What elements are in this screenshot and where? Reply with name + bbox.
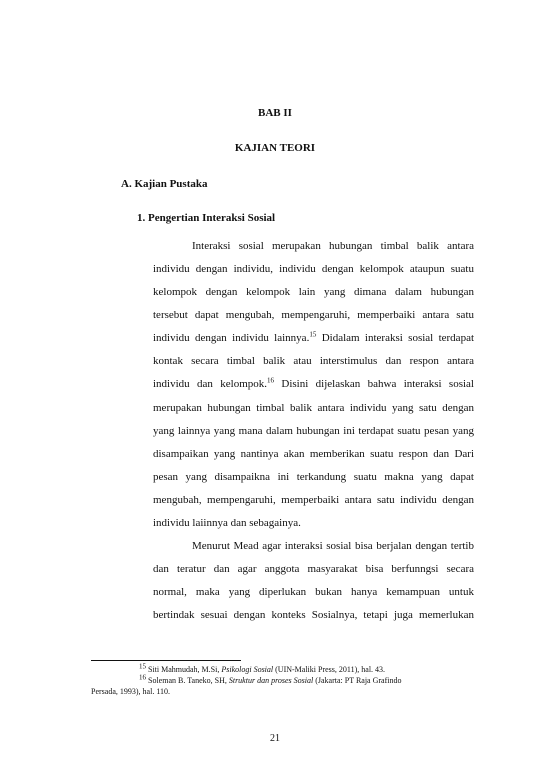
footnote-15: $^{15}$ Siti Mahmudah, M.Si, Psikologi Sosial (UIN-Maliki Press, 2011), hal. 43. bbox=[139, 662, 386, 674]
subsection-heading: 1. Pengertian Interaksi Sosial bbox=[137, 212, 276, 224]
paragraph-line: merupakan hubungan timbal balik antara individu yang satu dengan bbox=[153, 402, 474, 414]
paragraph-line: dan teratur dan agar anggota masyarakat bisa berfunngsi secara bbox=[153, 563, 474, 575]
footnote-ref: 15 bbox=[309, 330, 317, 339]
paragraph-line: tersebut dapat mengubah, mempengaruhi, memperbaiki antara satu bbox=[153, 309, 474, 321]
paragraph-line: Interaksi sosial merupakan hubungan timbal balik antara bbox=[192, 240, 474, 252]
footnote-16-continued: Persada, 1993), hal. 110. bbox=[91, 687, 171, 696]
paragraph-line: yang lainnya yang mana dalam hubungan ini terdapat suatu pesan yang bbox=[153, 425, 474, 437]
section-heading: A. Kajian Pustaka bbox=[121, 178, 208, 190]
page-number: 21 bbox=[270, 733, 280, 744]
paragraph-line: individu dengan individu lainnya.$^{15}$ Didalam interaksi sosial terdapat bbox=[153, 330, 475, 344]
paragraph-line: pesan yang disampaikna ini terkandung suatu makna yang dapat bbox=[153, 471, 474, 483]
paragraph-line: kelompok dengan kelompok lain yang dimana dalam hubungan bbox=[153, 286, 474, 298]
footnote-ref: 16 bbox=[267, 376, 275, 385]
paragraph-line: Menurut Mead agar interaksi sosial bisa berjalan dengan tertib bbox=[192, 540, 474, 552]
paragraph-line: bertindak sesuai dengan konteks Sosialnya, tetapi juga memerlukan bbox=[153, 609, 474, 621]
chapter-title: KAJIAN TEORI bbox=[234, 142, 316, 154]
paragraph-line: kontak secara timbal balik atau interstimulus dan respon antara bbox=[153, 355, 474, 367]
paragraph-line: individu laiinnya dan sebagainya. bbox=[153, 517, 301, 529]
paragraph-line: disampaikan yang nantinya akan memberikan suatu respon dan Dari bbox=[153, 448, 474, 460]
paragraph-line: normal, maka yang diperlukan bukan hanya kemampuan untuk bbox=[153, 586, 474, 598]
paragraph-line: individu dengan individu, individu dengan kelompok ataupun suatu bbox=[153, 263, 474, 275]
footnote-divider bbox=[91, 660, 241, 661]
footnote-16: $^{16}$ Soleman B. Taneko, SH, Struktur dan proses Sosial (Jakarta: PT Raja Grafindo bbox=[139, 673, 402, 685]
paragraph-line: individu dan kelompok.$^{16}$ Disini dijelaskan bahwa interaksi sosial bbox=[153, 376, 474, 390]
paragraph-line: mengubah, mempengaruhi, memperbaiki antara satu individu dengan bbox=[153, 494, 474, 506]
chapter-number: BAB II bbox=[258, 107, 292, 119]
